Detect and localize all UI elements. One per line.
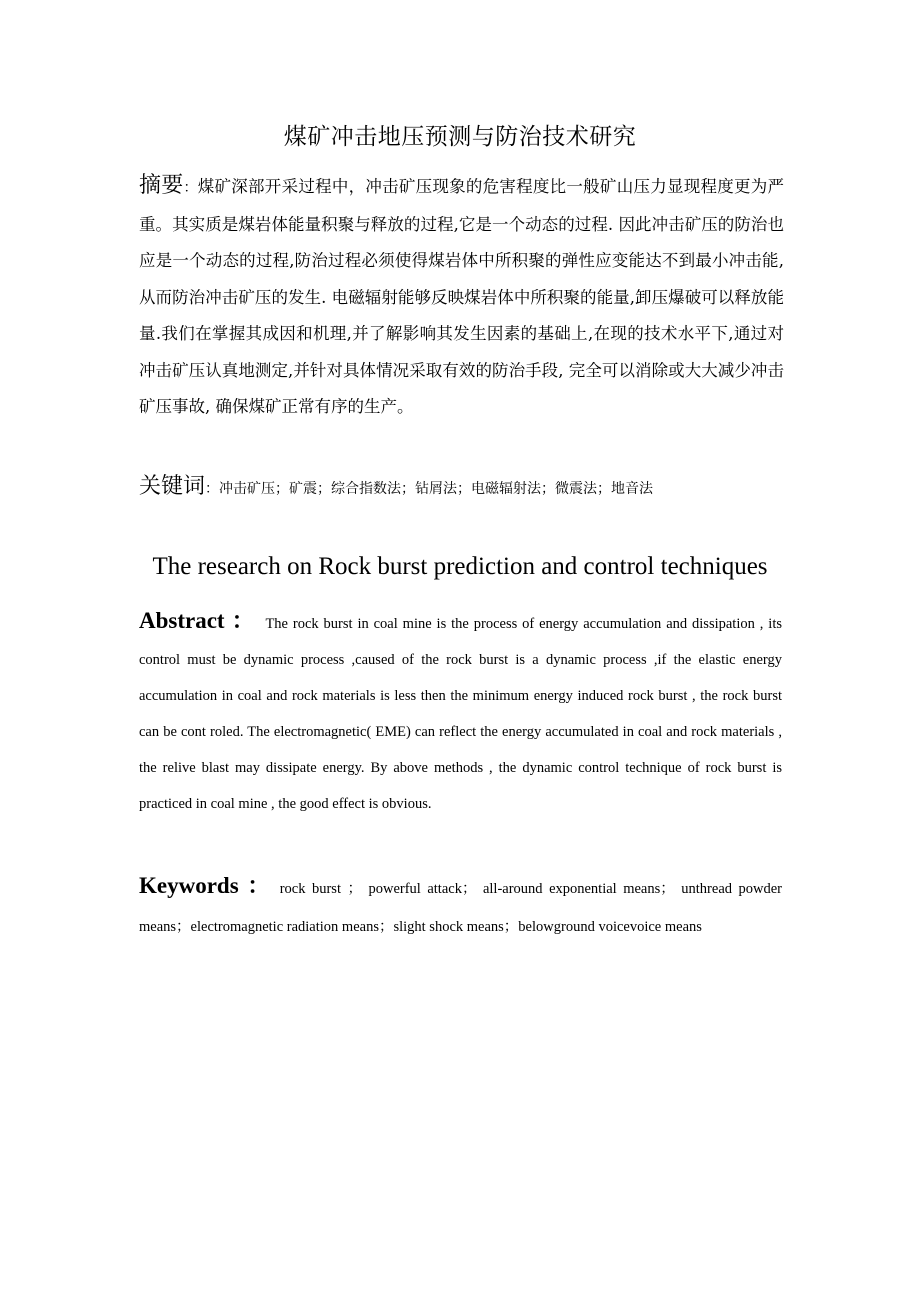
chinese-keywords-text: 冲击矿压；矿震；综合指数法；钻屑法；电磁辐射法；微震法；地音法 (219, 481, 654, 497)
english-abstract (139, 603, 782, 822)
chinese-title: 煤矿冲击地压预测与防治技术研究 (283, 124, 637, 150)
english-title: The research on Rock burst prediction and control techniques (152, 553, 768, 580)
english-abstract-text: The rock burst in coal mine is the process of energy accumulation and dissipation , its control must be dynamic process ,caused of the rock burst is a dynamic process ,if the elastic energy accumulation in coal and rock materials is less then the minimum energy induced rock burst , the rock burst can be cont roled. The electromagnetic( EME) can reflect the energy accumulated in coal and rock materials , the relive blast may dissipate energy. By above methods , the dynamic control technique of rock burst is practiced in coal mine , the good effect is obvious. (139, 616, 782, 812)
english-keywords (139, 867, 782, 946)
chinese-abstract-label: 摘要 (139, 173, 184, 198)
chinese-keywords-label: 关键词 (139, 474, 206, 499)
english-keywords-label: Keywords ： (139, 873, 274, 898)
chinese-abstract-text: 煤矿深部开采过程中，冲击矿压现象的危害程度比一般矿山压力显现程度更为严重。其实质是煤岩体能量积聚与释放的过程,它是一个动态的过程. 因此冲击矿压的防治也应是一个动态的过程,防治过程必须使得煤岩体中所积聚的弹性应变能达不到最小冲击能,从而防治冲击矿压的发生. 电磁辐射能够反映煤岩体中所积聚的能量,卸压爆破可以释放能量.我们在掌握其成因和机理,并了解影响其发生因素的基础上,在现的技术水平下,通过对冲击矿压认真地测定,并针对具体情况采取有效的防治手段, 完全可以消除或大大减少冲击矿压事故, 确保煤矿正常有序的生产。 (139, 177, 784, 416)
chinese-abstract-colon: ： (183, 180, 198, 196)
english-abstract-label: Abstract ： (139, 608, 256, 633)
english-keywords-text: rock burst ； powerful attack； all-around exponential means； unthread powder means；electromagnetic radiation means；slight shock means；belowground voicevoice means (139, 881, 782, 935)
chinese-keywords (139, 470, 784, 506)
chinese-keywords-colon: ： (205, 481, 220, 497)
chinese-abstract (139, 168, 784, 426)
